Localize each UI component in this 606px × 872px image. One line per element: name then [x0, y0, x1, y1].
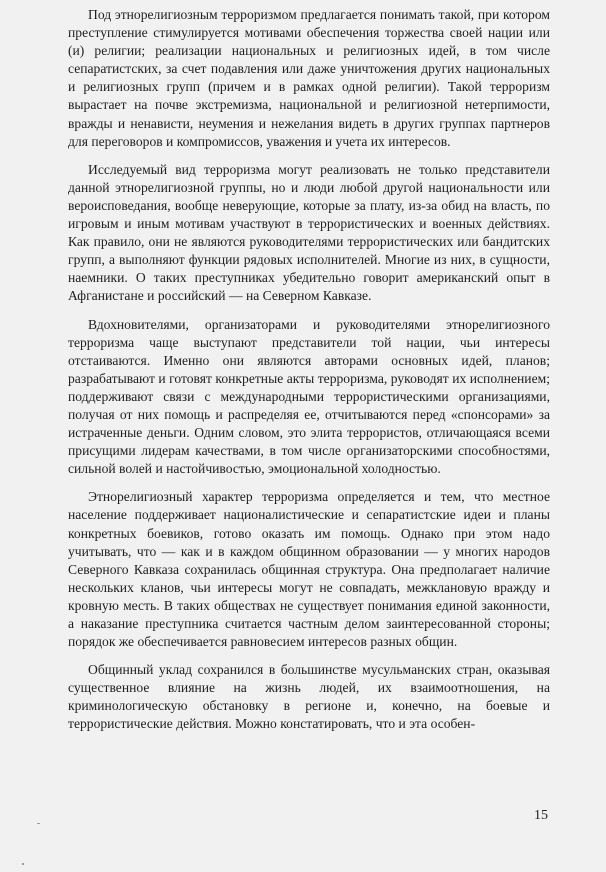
scan-speck	[37, 823, 40, 824]
scan-speck	[22, 863, 24, 865]
paragraph-ethnoreligious-definition: Под этнорелигиозным терроризмом предлагается понимать такой, при котором преступление стимулируется мотивами обеспечения торжества своей нации или (и) религии; реализации национальных и религиозных идей, в том числе сепаратистских, за счет подавления или даже уничтожения других национальных и религиозных групп (причем и в рамках одной религии). Такой терроризм вырастает на почве экстремизма, национальной и религиозной нетерпимости, вражды и ненависти, неумения и нежелания видеть в других группах партнеров для переговоров и компромиссов, уважения и учета их интересов.	[68, 7, 550, 149]
paragraph-perpetrators: Исследуемый вид терроризма могут реализовать не только представители данной этнорелигиозной группы, но и люди любой другой национальности или вероисповедания, вообще неверующие, которые за плату, из-за обид на власть, по игровым и иным мотивам участвуют в террористических и военных действиях. Как правило, они не являются руководителями террористических или бандитских групп, а выполняют функции рядовых исполнителей. Многие из них, в сущности, наемники. О таких преступниках убедительно говорит американский опыт в Афганистане и российский — на Северном Кавказе.	[68, 161, 550, 304]
body-text	[68, 6, 550, 744]
paragraph-local-population: Этнорелигиозный характер терроризма определяется и тем, что местное население поддерживает националистические и сепаратистские идеи и планы конкретных боевиков, готово оказать им помощь. Однако при этом надо учитывать, что — как и в каждом общинном образовании — у многих народов Северного Кавказа сохранилась общинная структура. Она предполагает наличие нескольких кланов, чьи интересы могут не совпадать, межклановую вражду и кровную месть. В таких обществах не существует понимания единой законности, а наказание преступника считается частным делом заинтересованной стороны; порядок же обеспечивается равновесием интересов разных общин.	[68, 489, 550, 650]
paragraph-community-structure: Общинный уклад сохранился в большинстве мусульманских стран, оказывая существенное влияние на жизнь людей, их взаимоотношения, на криминологическую обстановку в регионе и, конечно, на боевые и террористические действия. Можно констатировать, что и эта особен-	[68, 662, 550, 732]
paragraph-organizers: Вдохновителями, организаторами и руководителями этнорелигиозного терроризма чаще выступают представители той нации, чьи интересы отстаиваются. Именно они являются авторами основных идей, планов; разрабатывают и готовят конкретные акты терроризма, руководят их исполнением; поддерживают связи с международными террористическими организациями, получая от них помощь и распределяя ее, отчитываются перед «спонсорами» за истраченные деньги. Одним словом, это элита террористов, отличающаяся всеми присущими лидерам качествами, в том числе организаторскими способностями, сильной волей и настойчивостью, эмоциональной холодностью.	[68, 316, 550, 477]
page-number: 15	[534, 808, 548, 823]
